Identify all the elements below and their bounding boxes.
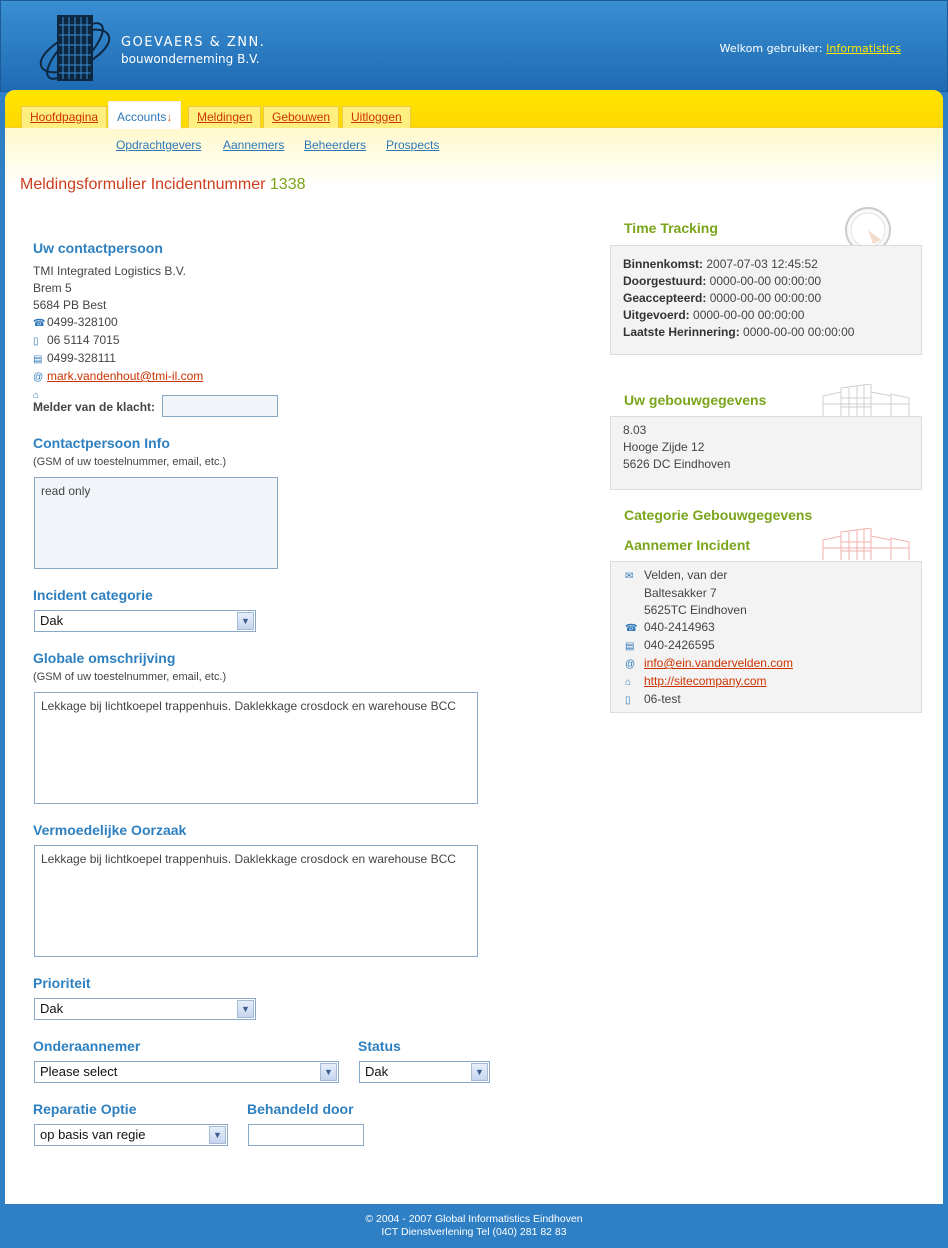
aannemer-street: Baltesakker 7 — [644, 586, 717, 600]
fax-icon: ▤ — [33, 354, 43, 365]
gebouw-line1: 8.03 — [623, 423, 647, 437]
gebouw-line3: 5626 DC Eindhoven — [623, 457, 731, 471]
status-select[interactable] — [359, 1061, 490, 1083]
gebouw-heading: Uw gebouwgegevens — [624, 392, 767, 408]
onderaannemer-value: Please select — [40, 1064, 118, 1079]
incident-number: 1338 — [269, 176, 306, 193]
content-panel — [5, 90, 943, 1204]
home-icon[interactable]: ⌂ — [33, 390, 40, 401]
aannemer-phone-row — [625, 619, 793, 637]
home-icon: ⌂ — [625, 677, 632, 688]
tt-row-doorgestuurd: Doorgestuurd: 0000-00-00 00:00:00 — [623, 274, 822, 288]
tt-row-geaccepteerd: Geaccepteerd: 0000-00-00 00:00:00 — [623, 291, 822, 305]
tt-row-herinnering: Laatste Herinnering: 0000-00-00 00:00:00 — [623, 325, 855, 339]
aannemer-details — [625, 567, 793, 709]
tab-uitloggen[interactable]: Uitloggen — [342, 106, 411, 128]
aannemer-fax-row — [625, 637, 793, 655]
contact-mobile-row — [33, 332, 203, 350]
chevron-down-icon[interactable]: ▼ — [320, 1063, 337, 1081]
chevron-down-icon[interactable]: ▼ — [237, 612, 254, 630]
onderaannemer-heading: Onderaannemer — [33, 1038, 141, 1054]
tt-row-binnenkomst: Binnenkomst: 2007-07-03 12:45:52 — [623, 257, 818, 271]
page-title — [20, 176, 305, 194]
clock-icon — [843, 206, 893, 250]
status-heading: Status — [358, 1038, 401, 1054]
aannemer-postal: 5625TC Eindhoven — [644, 603, 747, 617]
contact-mobile: 06 5114 7015 — [47, 333, 120, 347]
incident-categorie-select[interactable] — [34, 610, 256, 632]
arrow-down-icon: ↓ — [166, 110, 173, 124]
footer-copyright: © 2004 - 2007 Global Informatistics Eindhoven — [365, 1213, 583, 1225]
contact-phone: 0499-328100 — [47, 315, 118, 329]
behandeld-input[interactable] — [248, 1124, 364, 1146]
tab-hoofdpagina[interactable]: Hoofdpagina — [21, 106, 107, 128]
company-subtitle: bouwonderneming B.V. — [121, 52, 260, 66]
tab-meldingen[interactable]: Meldingen — [188, 106, 261, 128]
company-logo-icon — [37, 11, 115, 85]
oorzaak-heading: Vermoedelijke Oorzaak — [33, 822, 187, 838]
mobile-icon: ▯ — [33, 336, 39, 347]
chevron-down-icon[interactable]: ▼ — [237, 1000, 254, 1018]
time-tracking-rows — [623, 256, 854, 341]
contact-info-note: (GSM of uw toestelnummer, email, etc.) — [33, 456, 227, 468]
phone-icon: ☎ — [33, 318, 46, 329]
prioriteit-select[interactable] — [34, 998, 256, 1020]
melder-input[interactable] — [162, 395, 278, 417]
incident-categorie-heading: Incident categorie — [33, 587, 153, 603]
welcome-label: Welkom gebruiker: — [719, 42, 823, 55]
reparatie-select[interactable] — [34, 1124, 228, 1146]
at-icon: @ — [33, 372, 44, 383]
contact-fax-row — [33, 350, 203, 368]
aannemer-name: Velden, van der — [644, 568, 728, 582]
prioriteit-value: Dak — [40, 1001, 64, 1016]
globale-heading: Globale omschrijving — [33, 650, 176, 666]
footer-contact: ICT Dienstverlening Tel (040) 281 82 83 — [381, 1226, 567, 1238]
contact-heading: Uw contactpersoon — [33, 240, 163, 256]
subnav-beheerders[interactable]: Beheerders — [304, 138, 367, 152]
page-title-text: Meldingsformulier Incidentnummer — [20, 176, 266, 193]
contact-postal: 5684 PB Best — [33, 298, 107, 312]
tab-accounts[interactable] — [108, 101, 181, 129]
subnav-aannemers[interactable]: Aannemers — [223, 138, 285, 152]
footer — [0, 1204, 948, 1248]
globale-textarea[interactable]: Lekkage bij lichtkoepel trappenhuis. Daklekkage crosdock en warehouse BCC — [34, 692, 478, 804]
aannemer-web-link[interactable]: http://sitecompany.com — [644, 674, 767, 688]
contact-email-row — [33, 368, 203, 386]
status-value: Dak — [365, 1064, 389, 1079]
reparatie-value: op basis van regie — [40, 1127, 146, 1142]
aannemer-mobile-row — [625, 691, 793, 709]
subnav-prospects[interactable]: Prospects — [386, 138, 440, 152]
aannemer-heading: Aannemer Incident — [624, 537, 751, 553]
aannemer-fax: 040-2426595 — [644, 638, 715, 652]
chevron-down-icon[interactable]: ▼ — [471, 1063, 488, 1081]
behandeld-heading: Behandeld door — [247, 1101, 354, 1117]
contact-company: TMI Integrated Logistics B.V. — [33, 264, 186, 278]
aannemer-mobile: 06-test — [644, 692, 681, 706]
contact-info-textarea[interactable]: read only — [34, 477, 278, 569]
company-name: GOEVAERS & ZNN. — [121, 35, 266, 50]
subnav-opdrachtgevers[interactable]: Opdrachtgevers — [116, 138, 202, 152]
contact-fax: 0499-328111 — [47, 351, 116, 365]
aannemer-email-row — [625, 655, 793, 673]
time-tracking-heading: Time Tracking — [624, 220, 718, 236]
onderaannemer-select[interactable] — [34, 1061, 339, 1083]
gebouw-details — [623, 422, 730, 473]
prioriteit-heading: Prioriteit — [33, 975, 91, 991]
aannemer-phone: 040-2414963 — [644, 620, 715, 634]
tt-row-uitgevoerd: Uitgevoerd: 0000-00-00 00:00:00 — [623, 308, 805, 322]
contact-details — [33, 263, 203, 404]
mobile-icon: ▯ — [625, 695, 631, 706]
phone-icon: ☎ — [625, 623, 638, 634]
reparatie-heading: Reparatie Optie — [33, 1101, 137, 1117]
contact-info-heading: Contactpersoon Info — [33, 435, 170, 451]
incident-categorie-value: Dak — [40, 613, 64, 628]
contact-email-link[interactable]: mark.vandenhout@tmi-il.com — [47, 369, 204, 383]
aannemer-web-row — [625, 673, 793, 691]
categorie-gebouw-heading: Categorie Gebouwgegevens — [624, 507, 813, 523]
contact-street: Brem 5 — [33, 281, 72, 295]
aannemer-email-link[interactable]: info@ein.vandervelden.com — [644, 656, 793, 670]
building-red-icon — [821, 528, 911, 560]
welcome-user-link[interactable]: Informatistics — [826, 42, 901, 55]
chevron-down-icon[interactable]: ▼ — [209, 1126, 226, 1144]
tab-accounts-label: Accounts — [117, 110, 167, 124]
header — [0, 0, 948, 92]
at-icon: @ — [625, 659, 636, 670]
contact-phone-row — [33, 314, 203, 332]
fax-icon: ▤ — [625, 641, 635, 652]
building-icon — [821, 384, 911, 416]
welcome-text — [720, 42, 901, 55]
tab-gebouwen[interactable]: Gebouwen — [263, 106, 339, 128]
globale-note: (GSM of uw toestelnummer, email, etc.) — [33, 671, 227, 683]
melder-label: Melder van de klacht: — [33, 400, 156, 414]
aannemer-name-row — [625, 567, 793, 585]
gebouw-line2: Hooge Zijde 12 — [623, 440, 705, 454]
mail-icon: ✉ — [625, 571, 634, 582]
oorzaak-textarea[interactable]: Lekkage bij lichtkoepel trappenhuis. Daklekkage crosdock en warehouse BCC — [34, 845, 478, 957]
